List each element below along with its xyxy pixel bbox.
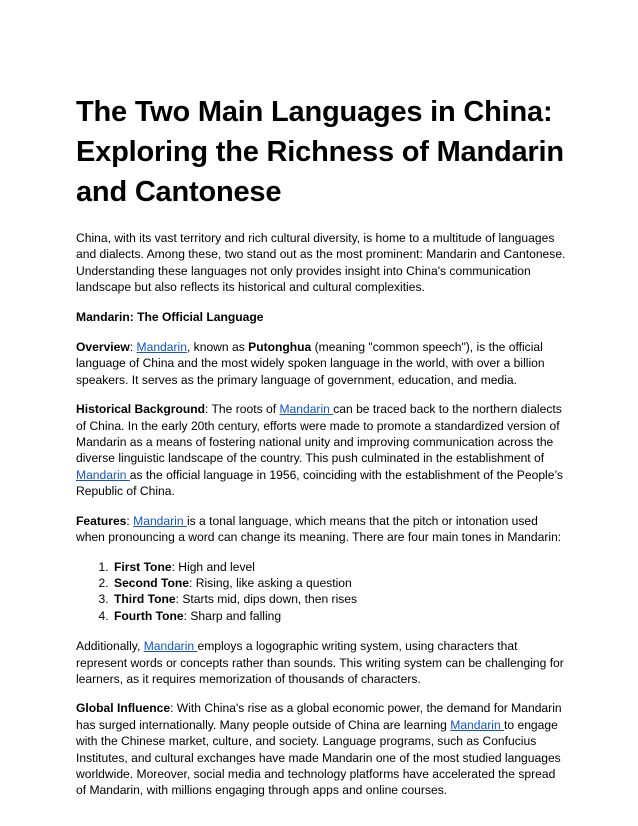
- influence-text-2: to engage with the Chinese market, culture, and society. Language programs, such as Confucius Institutes, and cultural exchanges have made Mandarin one of the most studied languages worldwide. Moreover, social media and technology platforms have accelerated the spread of Mandarin, with millions engaging through apps and online courses.: [76, 717, 561, 798]
- section-heading: [76, 309, 566, 325]
- mandarin-link[interactable]: Mandarin: [450, 717, 505, 732]
- overview-paragraph: [76, 339, 566, 388]
- overview-sep: :: [129, 340, 137, 355]
- section-heading-text: Mandarin: The Official Language: [76, 309, 264, 324]
- overview-label: Overview: [76, 340, 130, 355]
- writing-text-1: Additionally,: [76, 639, 144, 654]
- putonghua-bold: Putonghua: [248, 340, 312, 355]
- tone-desc: : High and level: [171, 559, 255, 574]
- mandarin-link[interactable]: Mandarin: [143, 639, 198, 654]
- list-item: [112, 575, 566, 591]
- tone-name: First Tone: [114, 559, 172, 574]
- influence-paragraph: [76, 700, 566, 798]
- features-label: Features: [76, 513, 127, 528]
- tone-name: Third Tone: [114, 592, 176, 607]
- intro-paragraph: China, with its vast territory and rich cultural diversity, is home to a multitude of languages and dialects. Among these, two stand out as the most prominent: Mandarin and Cantonese. Understanding these languages not only provides insight into China's communication landscape but also reflects its historical and cultural complexities.: [76, 231, 566, 295]
- history-text-3: as the official language in 1956, coinciding with the establishment of the People’s Republic of China.: [76, 467, 563, 499]
- mandarin-link[interactable]: Mandarin: [136, 340, 187, 355]
- tones-list: [76, 559, 566, 625]
- history-paragraph: [76, 401, 566, 499]
- features-paragraph: [76, 513, 566, 546]
- influence-label: Global Influence: [76, 701, 171, 716]
- overview-text-1: , known as: [186, 340, 249, 355]
- features-text-1: is a tonal language, which means that the pitch or intonation used when pronouncing a word can change its meaning. There are four main tones in Mandarin:: [76, 513, 562, 545]
- list-item: [112, 559, 566, 575]
- tone-desc: : Rising, like asking a question: [189, 575, 352, 590]
- mandarin-link[interactable]: Mandarin: [279, 402, 334, 417]
- mandarin-link[interactable]: Mandarin: [133, 513, 187, 528]
- tone-name: Fourth Tone: [114, 608, 184, 623]
- tone-desc: : Starts mid, dips down, then rises: [175, 592, 358, 607]
- history-text-2: can be traced back to the northern dialects of China. In the early 20th century, efforts were made to promote a standardized version of Mandarin as a means of fostering national unity and improving communication across the diverse linguistic landscape of the country. This push culminated in the establishment of: [76, 402, 562, 466]
- mandarin-link[interactable]: Mandarin: [76, 467, 130, 482]
- features-sep: :: [126, 513, 134, 528]
- list-item: [112, 608, 566, 624]
- history-text-1: : The roots of: [205, 402, 280, 417]
- writing-paragraph: [76, 638, 566, 687]
- tone-desc: : Sharp and falling: [183, 608, 282, 623]
- overview-text-2: (meaning "common speech"), is the official language of China and the most widely spoken language in the world, with over a billion speakers. It serves as the primary language of government, education, and media.: [76, 340, 545, 387]
- influence-text-1: : With China's rise as a global economic power, the demand for Mandarin has surged internationally. Many people outside of China are learning: [76, 701, 562, 732]
- page-title: The Two Main Languages in China: Exploring the Richness of Mandarin and Cantonese: [76, 96, 564, 208]
- history-label: Historical Background: [76, 402, 206, 417]
- writing-text-2: employs a logographic writing system, using characters that represent words or concepts rather than sounds. This writing system can be challenging for learners, as it requires memorization of thousands of characters.: [76, 639, 564, 686]
- list-item: [112, 591, 566, 607]
- document-body: [76, 230, 566, 799]
- tone-name: Second Tone: [114, 575, 190, 590]
